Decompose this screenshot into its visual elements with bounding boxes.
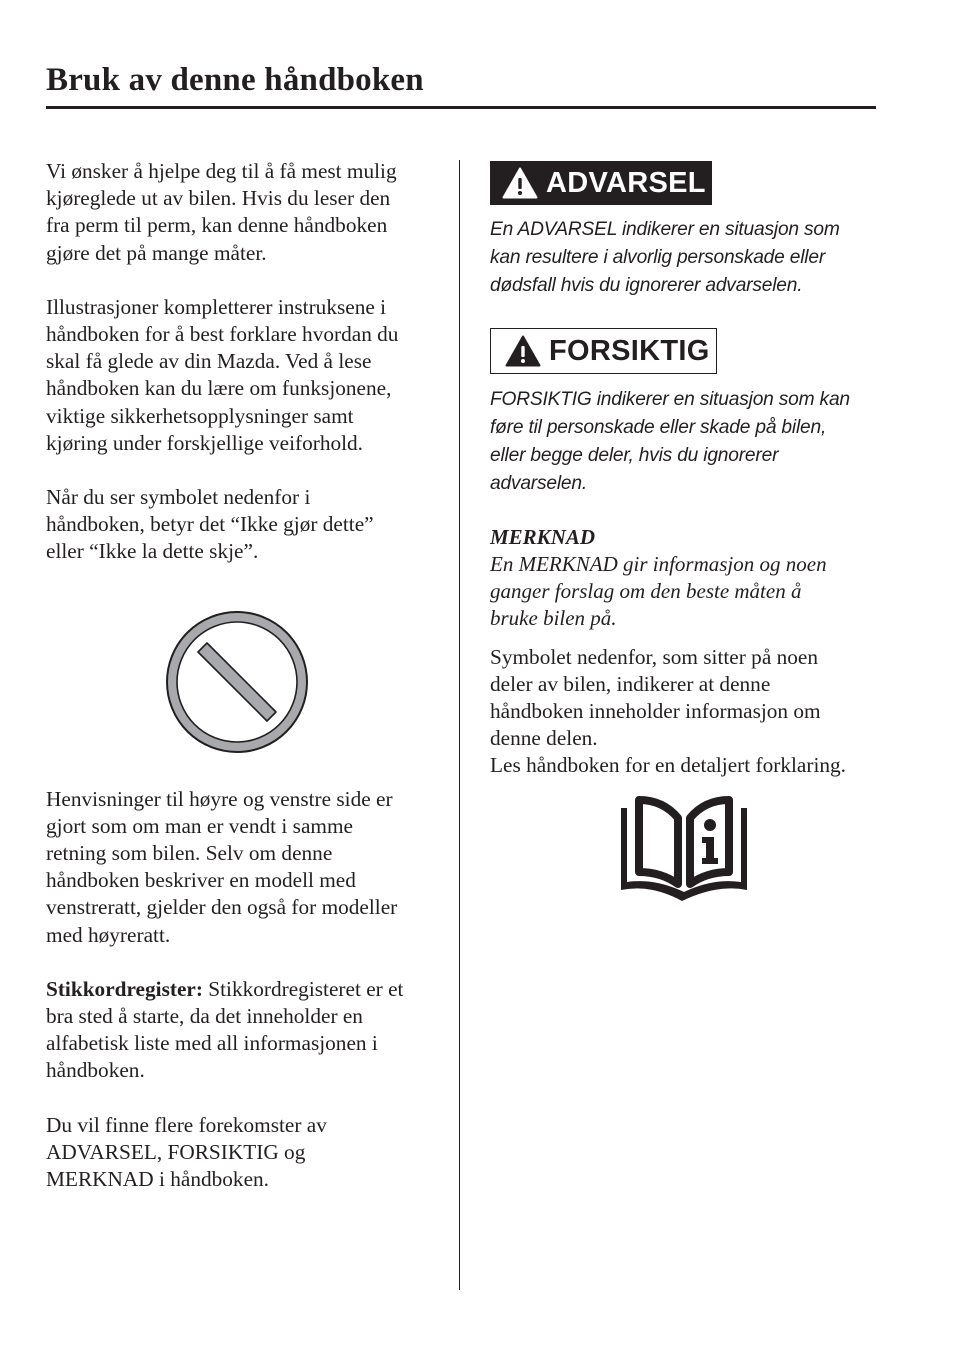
index-label: Stikkordregister: (46, 976, 203, 1001)
right-column (490, 161, 900, 904)
caution-badge (490, 328, 717, 374)
index-paragraph (46, 976, 431, 1085)
caution-triangle-icon (505, 335, 541, 367)
prohibition-icon (164, 609, 310, 755)
directions-paragraph: Henvisninger til høyre og venstre side er gjort som om man er vendt i samme retning som bilen. Selv om denne håndboken beskriver en modell med venstreratt, gjelder den også for modeller med høyreratt. (46, 786, 398, 947)
occurrences-paragraph: Du vil finne flere forekomster av ADVARSEL, FORSIKTIG og MERKNAD i håndboken. (46, 1112, 327, 1192)
index-text: Stikkordregisteret er et bra sted å starte, da det inneholder en alfabetisk liste med all informasjonen i håndboken. (46, 976, 404, 1083)
symbol-paragraph: Symbolet nedenfor, som sitter på noen deler av bilen, indikerer at denne håndboken inneholder informasjon om denne delen. Les håndboken for en detaljert forklaring. (490, 644, 846, 778)
caution-badge-label: FORSIKTIG (549, 334, 710, 367)
intro-paragraph: Vi ønsker å hjelpe deg til å få mest mulig kjøreglede ut av bilen. Hvis du leser den fra perm til perm, kan denne håndboken gjøre det på mange måter. (46, 159, 397, 265)
caution-description: FORSIKTIG indikerer en situasjon som kan føre til personskade eller skade på bilen, eller begge deler, hvis du ignorerer advarselen. (490, 389, 850, 494)
note-description: En MERKNAD gir informasjon og noen ganger forslag om den beste måten å bruke bilen på. (490, 552, 827, 631)
symbol-intro-paragraph: Når du ser symbolet nedenfor i håndboken, betyr det “Ikke gjør dette” eller “Ikke la dette skje”. (46, 485, 374, 564)
title-rule (46, 106, 876, 109)
left-column (46, 158, 431, 1193)
note-heading: MERKNAD (490, 525, 596, 549)
warning-triangle-icon (502, 167, 538, 199)
owners-manual-info-icon (615, 792, 753, 904)
warning-badge-label: ADVARSEL (546, 166, 706, 199)
warning-badge (490, 161, 712, 205)
column-divider (459, 160, 460, 1290)
warning-description: En ADVARSEL indikerer en situasjon som kan resultere i alvorlig personskade eller dødsfall hvis du ignorerer advarselen. (490, 219, 840, 296)
page-title: Bruk av denne håndboken (46, 62, 424, 98)
illustrations-paragraph: Illustrasjoner kompletterer instruksene i håndboken for å best forklare hvordan du skal få glede av din Mazda. Ved å lese håndboken kan du lære om funksjonene, viktige sikkerhetsopplysninger samt kjøring under forskjellige veiforhold. (46, 294, 399, 455)
